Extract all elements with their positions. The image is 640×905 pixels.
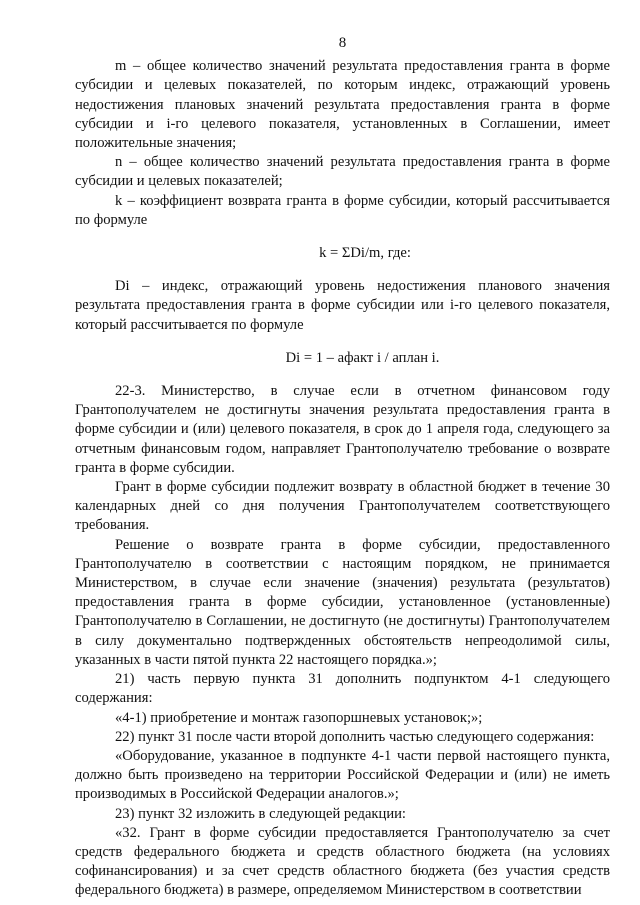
paragraph-item-23: 23) пункт 32 изложить в следующей редакции: xyxy=(115,805,406,822)
paragraph-di-definition: Di – индекс, отражающий уровень недостижения планового значения результата предоставления гранта в форме субсидии или i-го целевого показателя, который рассчитывается по формуле xyxy=(75,278,610,333)
paragraph-item-22: 22) пункт 31 после части второй дополнить частью следующего содержания: xyxy=(115,728,595,745)
formula-di: Di = 1 – афакт i / аплан i. xyxy=(285,349,440,366)
paragraph-22-3: 22-3. Министерство, в случае если в отчетном финансовом году Грантополучателем не достигнуты значения результата предоставления гранта в форме субсидии и (или) целевого показателя, в срок до 1 апреля года, следующего за отчетным финансовым годом, направляет Грантополучателю требование о возврате гранта в форме субсидии. xyxy=(75,383,610,476)
paragraph-k-definition: k – коэффициент возврата гранта в форме субсидии, который рассчитывается по формуле xyxy=(75,192,610,228)
page-number: 8 xyxy=(338,35,347,51)
paragraph-n-definition: n – общее количество значений результата предоставления гранта в форме субсидии и целевых показателей; xyxy=(75,154,610,190)
paragraph-m-definition: m – общее количество значений результата предоставления гранта в форме субсидии и целевых показателей, по которым индекс, отражающий уровень недостижения плановых значений результата предоставления гранта в форме субсидии и i-го целевого показателя, установленных в Соглашении, имеет положительные значения; xyxy=(75,58,610,152)
paragraph-return-decision: Решение о возврате гранта в форме субсидии, предоставленного Грантополучателю в соответствии с настоящим порядком, не принимается Министерством, в случае если значение (значения) результата (результатов) предоставления гранта в форме субсидии, установленное (установленные) Грантополучателю в Соглашении, не достигнуто (не достигнуты) Грантополучателем в силу документально подтвержденных обстоятельств непреодолимой силы, указанных в части пятой пункта 22 настоящего порядка.»; xyxy=(75,536,610,668)
paragraph-item-32: «32. Грант в форме субсидии предоставляется Грантополучателю за счет средств федерального бюджета и средств областного бюджета (на условиях софинансирования) и за счет средств областного бюджета (без участия средств федерального бюджета) в размере, определяемом Министерством в соответствии xyxy=(75,824,610,899)
paragraph-grant-return: Грант в форме субсидии подлежит возврату в областной бюджет в течение 30 календарных дней со дня получения Грантополучателем соответствующего требования. xyxy=(75,479,610,534)
formula-k: k = ΣDi/m, где: xyxy=(319,245,411,262)
paragraph-equipment: «Оборудование, указанное в подпункте 4-1 части первой настоящего пункта, должно быть произведено на территории Российской Федерации и (или) не иметь производимых в Российской Федерации аналогов.»; xyxy=(75,747,610,803)
paragraph-item-21: 21) часть первую пункта 31 дополнить подпунктом 4-1 следующего содержания: xyxy=(75,671,610,707)
document-page xyxy=(75,34,610,901)
paragraph-subitem-4-1: «4-1) приобретение и монтаж газопоршневых установок;»; xyxy=(115,709,483,726)
